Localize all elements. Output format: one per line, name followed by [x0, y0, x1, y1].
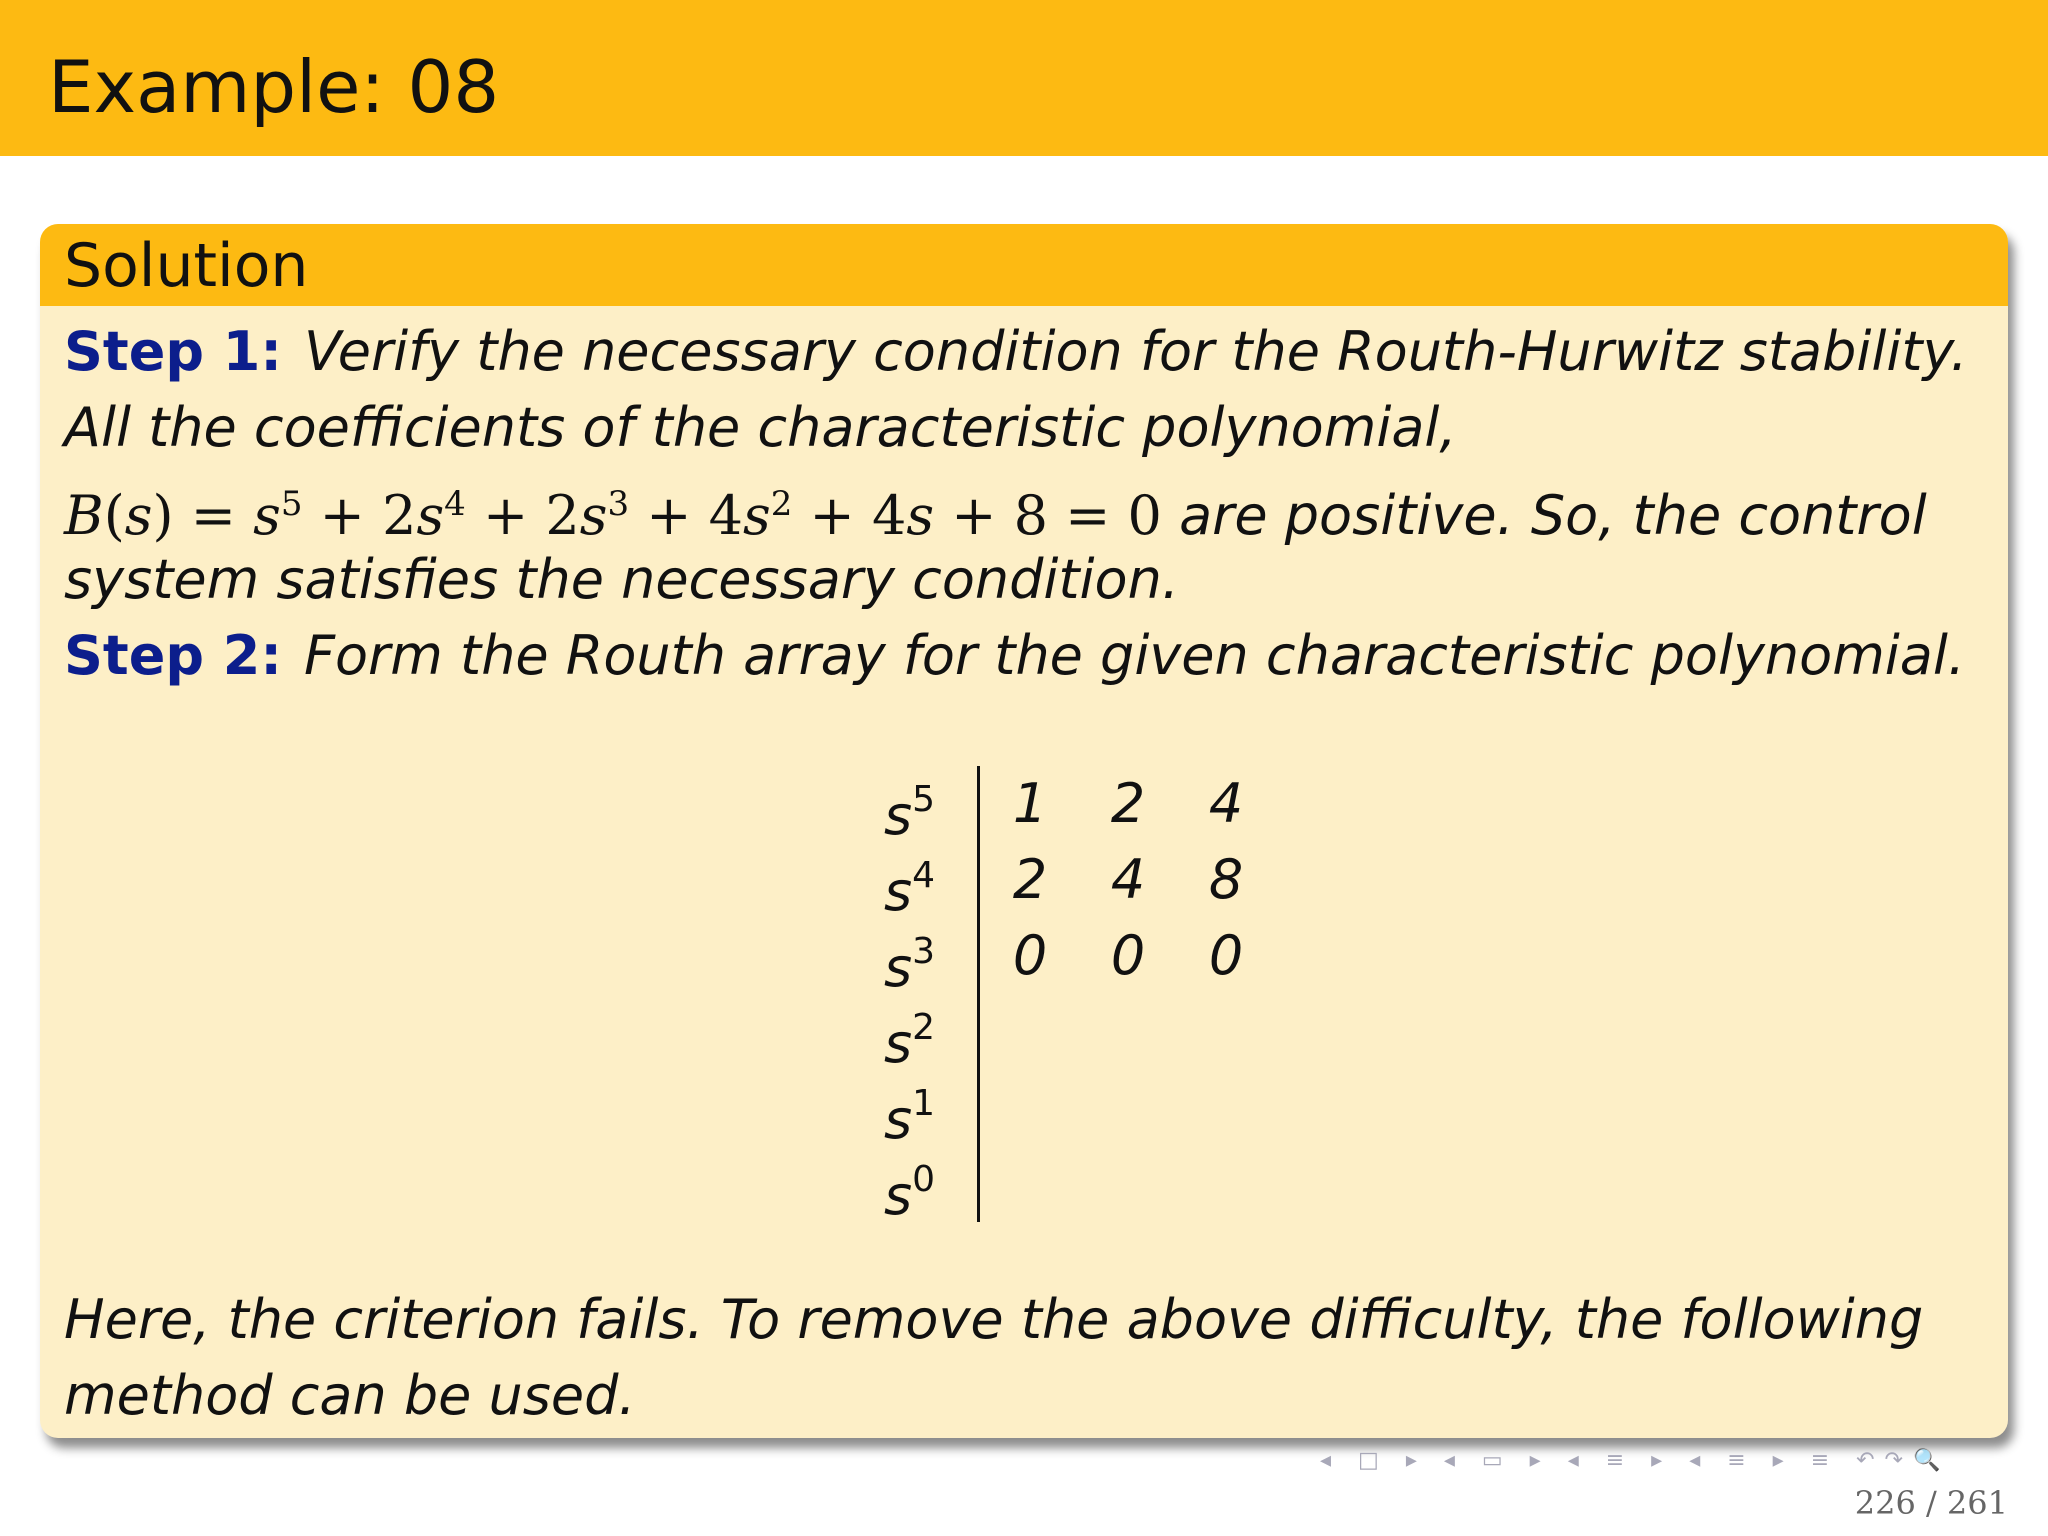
- solution-block-title: Solution: [64, 231, 309, 301]
- routh-row: [860, 1146, 1280, 1227]
- step1-line: [64, 316, 1968, 388]
- slide-title: Example: 08: [48, 45, 500, 129]
- routh-row-label: $s^0$: [884, 1159, 936, 1227]
- polynomial-equation: $B(s) = s^5 + 2s^4 + 2s^3 + 4s^2 + 4s + 8 = 0$: [64, 484, 1162, 547]
- routh-row: [860, 766, 1280, 847]
- routh-row: [860, 842, 1280, 923]
- step1-label: Step 1:: [64, 320, 282, 383]
- routh-cell: 0: [1012, 924, 1048, 987]
- routh-row-label: $s^3$: [884, 931, 936, 999]
- routh-row: [860, 1070, 1280, 1151]
- page-number: 226 / 261: [1854, 1484, 2008, 1522]
- routh-row-label: $s^5$: [884, 779, 936, 847]
- equation-tail: are positive. So, the control: [1161, 484, 1927, 547]
- conclusion-line-1: Here, the criterion fails. To remove the above difficulty, the following: [64, 1288, 1924, 1351]
- solution-block-header: [40, 224, 2008, 306]
- routh-array: [860, 766, 1260, 1242]
- routh-row: [860, 918, 1280, 999]
- routh-cell: 0: [1110, 924, 1146, 987]
- coefficients-line: All the coefficients of the characteristic polynomial,: [64, 396, 1457, 459]
- routh-cell: 8: [1208, 848, 1244, 911]
- routh-cell: 0: [1208, 924, 1244, 987]
- slide-header: [0, 0, 2048, 156]
- beamer-navigation-icons[interactable]: ◂ □ ▸ ◂ ▭ ▸ ◂ ≡ ▸ ◂ ≡ ▸ ≡ ↶↷🔍: [1320, 1448, 1951, 1473]
- condition-line: system satisfies the necessary condition.: [64, 548, 1179, 611]
- routh-cell: 2: [1012, 848, 1048, 911]
- conclusion-line-2: method can be used.: [64, 1364, 636, 1427]
- equation-line: [64, 468, 1927, 552]
- routh-cell: 4: [1208, 772, 1244, 835]
- routh-cell: 1: [1012, 772, 1048, 835]
- routh-row: [860, 994, 1280, 1075]
- routh-cell: 2: [1110, 772, 1146, 835]
- step1-text: Verify the necessary condition for the Routh-Hurwitz stability.: [303, 320, 1968, 383]
- step2-text: Form the Routh array for the given characteristic polynomial.: [303, 624, 1966, 687]
- routh-row-label: $s^1$: [884, 1083, 936, 1151]
- routh-row-label: $s^4$: [884, 855, 936, 923]
- routh-cell: 4: [1110, 848, 1146, 911]
- solution-block: [40, 224, 2008, 1438]
- step2-line: [64, 620, 1965, 692]
- step2-label: Step 2:: [64, 624, 282, 687]
- routh-row-label: $s^2$: [884, 1007, 936, 1075]
